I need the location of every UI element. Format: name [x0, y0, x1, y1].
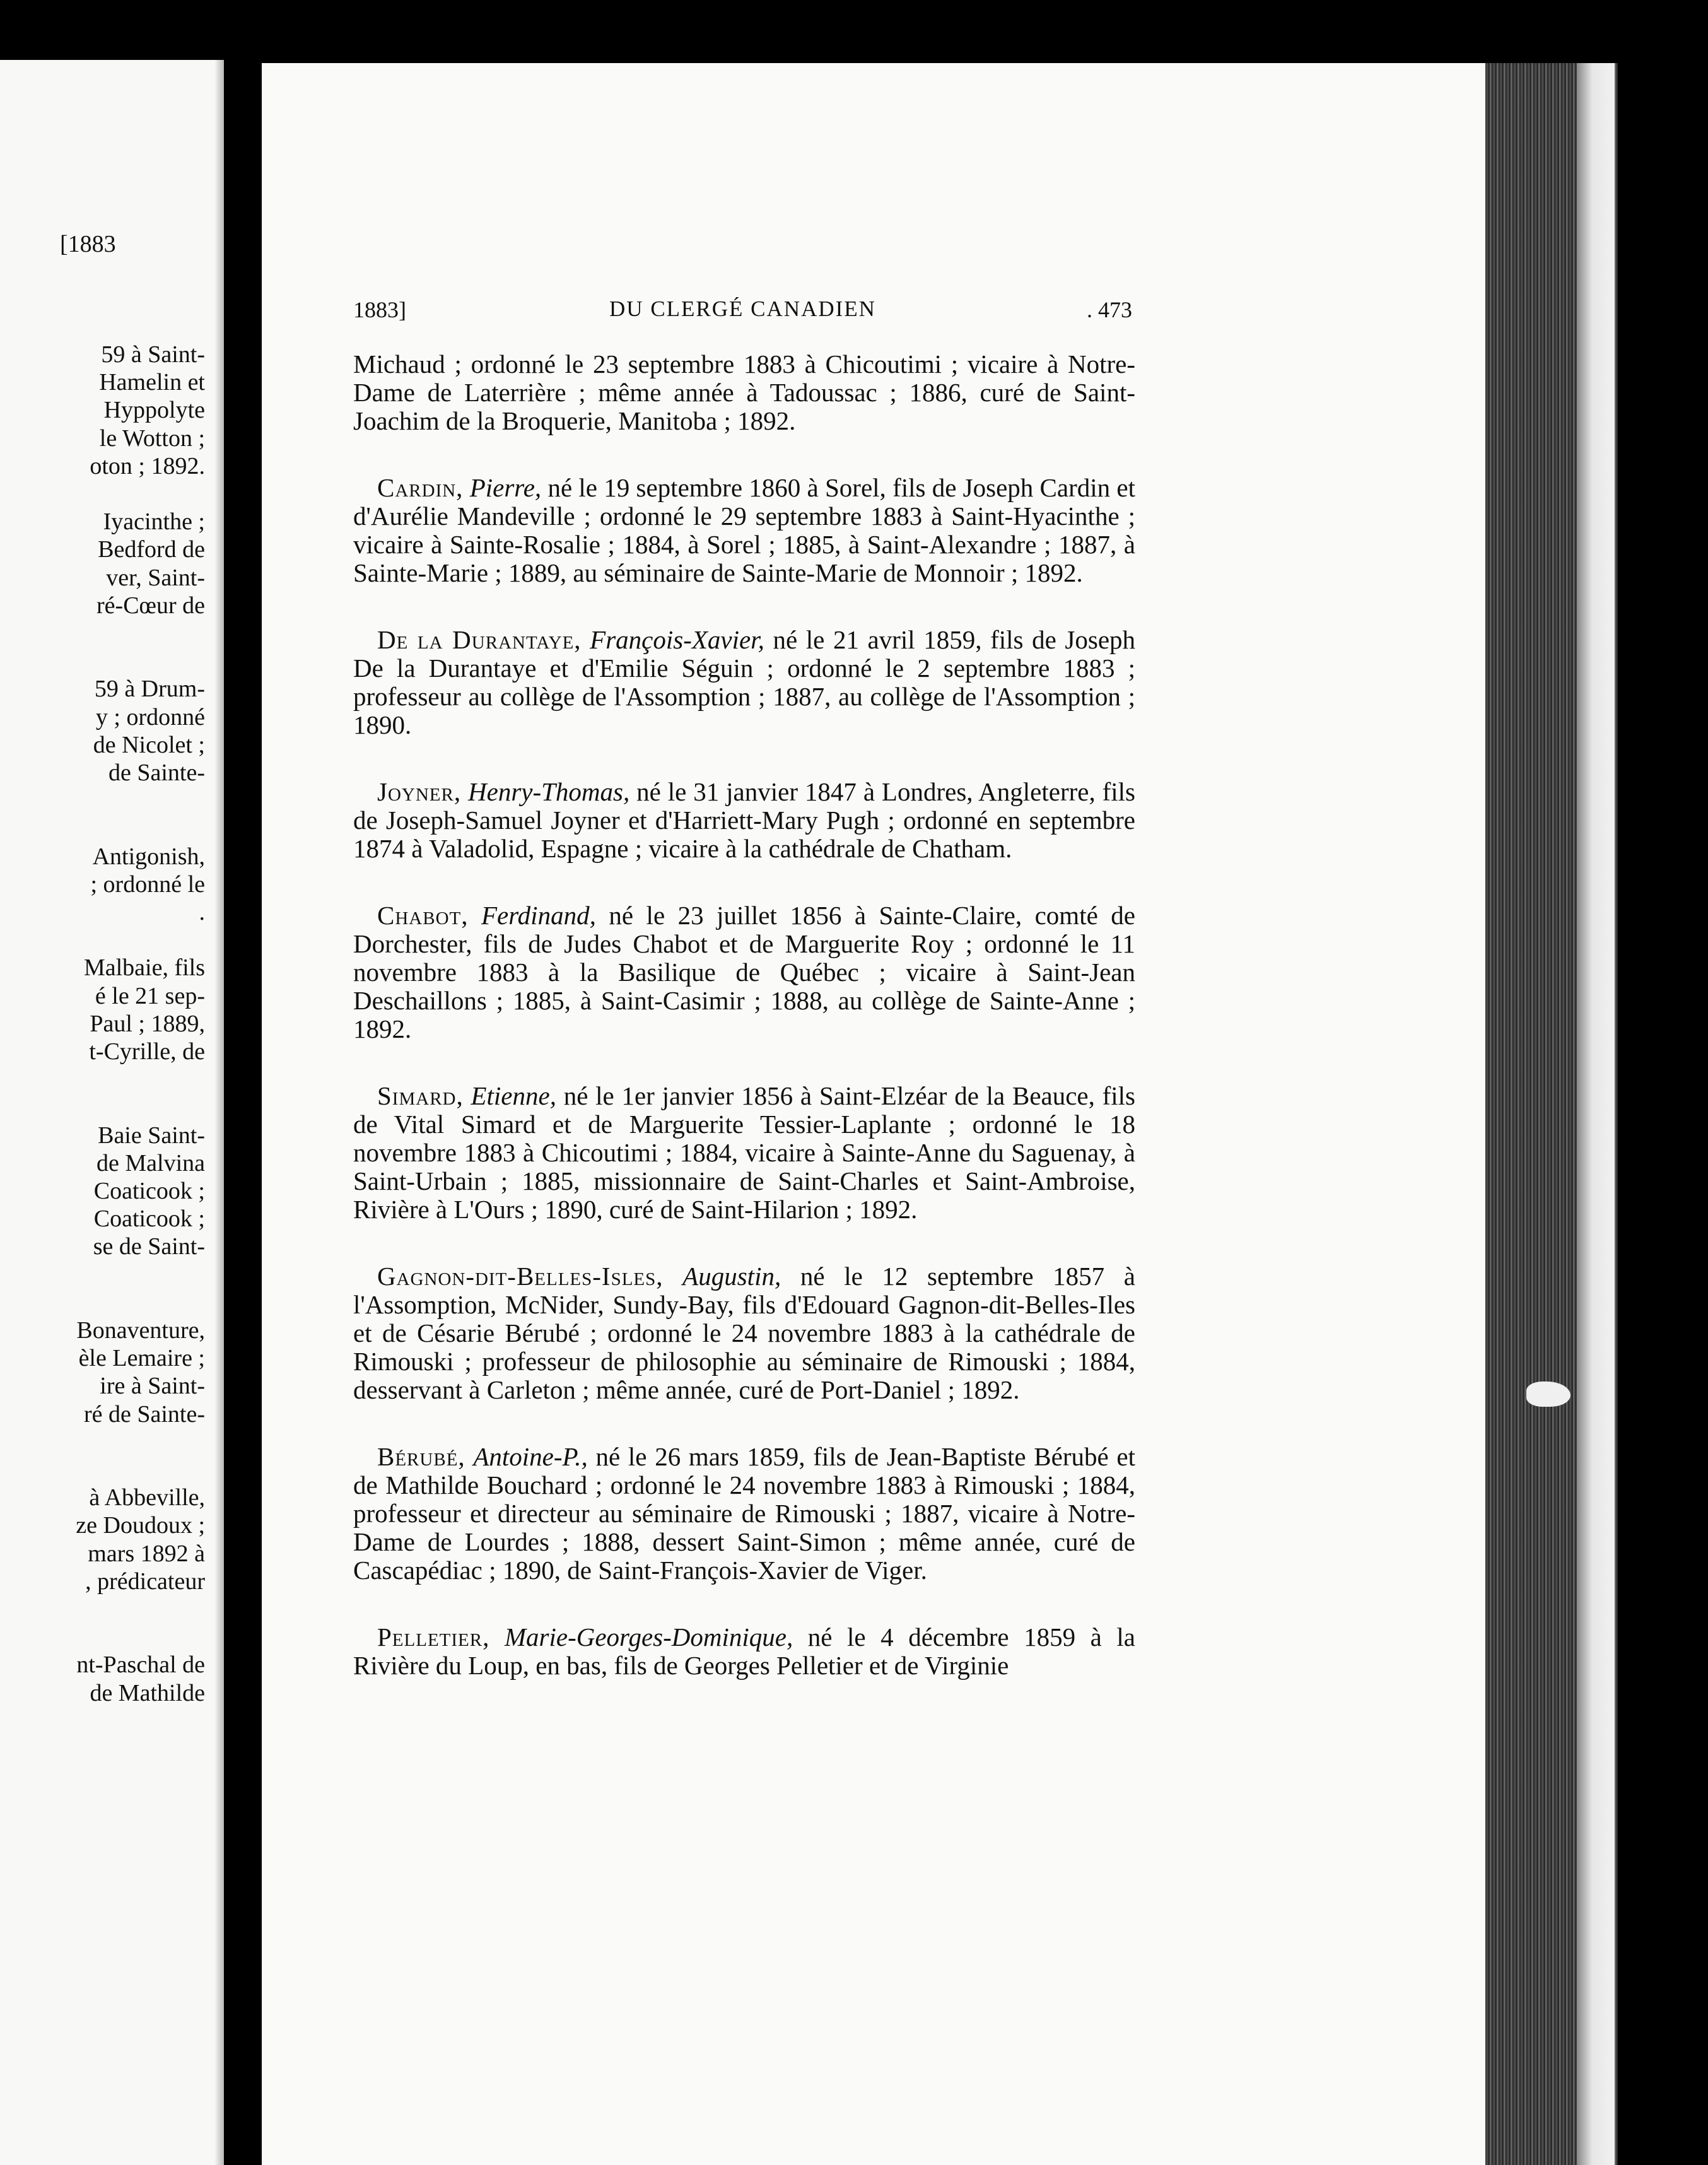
left-page-line: t-Cyrille, de [89, 1038, 205, 1065]
left-page-line: se de Saint- [93, 1233, 205, 1260]
entry-text: né le 4 décembre 1859 à la Rivière du Loup, en bas, fils de Georges Pelletier et de Virginie [353, 1622, 1135, 1680]
entry-given-name: Etienne, [471, 1081, 556, 1110]
entry-text: né le 31 janvier 1847 à Londres, Angleterre, fils de Joseph-Samuel Joyner et d'Harriett-Mary Pugh ; ordonné en septembre 1874 à Valadolid, Espagne ; vicaire à la cathédrale de Chatham. [353, 777, 1136, 863]
left-page-line: Baie Saint- [98, 1122, 205, 1149]
page-number: . 473 [1087, 297, 1132, 322]
left-page-line: le Wotton ; [99, 425, 205, 452]
page-gutter [214, 60, 227, 2165]
entry-text: né le 1er janvier 1856 à Saint-Elzéar de la Beauce, fils de Vital Simard et de Marguerite Tessier-Laplante ; ordonné le 18 novembre 1883 à Chicoutimi ; 1884, vicaire à Sainte-Anne du Saguenay, à Saint-Urbain ; 1885, missionnaire de Saint-Charles et Saint-Ambroise, Rivière à L'Ours ; 1890, curé de Saint-Hilarion ; 1892. [353, 1081, 1135, 1224]
entry-surname: Chabot, [377, 901, 469, 930]
running-header [353, 296, 1132, 328]
entry-given-name: François-Xavier, [590, 625, 764, 654]
left-page-line: mars 1892 à [88, 1540, 205, 1567]
entry-surname: Joyner, [377, 777, 462, 806]
left-page-line: Bonaventure, [76, 1317, 205, 1344]
entry-text: né le 12 septembre 1857 à l'Assomption, McNider, Sundy-Bay, fils d'Edouard Gagnon-dit-Belles-Iles et de Césarie Bérubé ; ordonné le 24 novembre 1883 à la cathédrale de Rimouski ; professeur de philosophie au séminaire de Rimouski ; 1884, desservant à Carleton ; même année, curé de Port-Daniel ; 1892. [353, 1262, 1136, 1404]
entry-de-la-durantaye [353, 626, 1135, 739]
left-page-line: ré de Sainte- [83, 1400, 205, 1428]
entry-surname: Bérubé, [377, 1442, 465, 1471]
entry-text: né le 19 septembre 1860 à Sorel, fils de Joseph Cardin et d'Aurélie Mandeville ; ordonné le 29 septembre 1883 à Saint-Hyacinthe ; vicaire à Sainte-Rosalie ; 1884, à Sorel ; 1885, à Saint-Alexandre ; 1887, à Sainte-Marie ; 1889, au séminaire de Sainte-Marie de Monnoir ; 1892. [353, 473, 1135, 587]
entry-surname: De la Durantaye, [377, 625, 582, 654]
left-page-line: Coaticook ; [93, 1178, 205, 1204]
left-page-line: Hyppolyte [103, 397, 205, 424]
entry-surname: Cardin, [377, 473, 464, 502]
left-page-line: ; ordonné le [90, 871, 205, 898]
left-page-line: y ; ordonné [95, 703, 205, 730]
entry-given-name: Marie-Georges-Dominique, [504, 1622, 793, 1652]
book-page-edge-highlight [1577, 63, 1615, 2165]
entry-given-name: Augustin, [682, 1262, 781, 1291]
left-page-line: Bedford de [98, 536, 205, 563]
paper-tear [1526, 1382, 1571, 1407]
left-page-line: de Mathilde [90, 1679, 205, 1706]
left-page-line: de Nicolet ; [93, 731, 205, 758]
left-page-line: é le 21 sep- [95, 982, 205, 1009]
entry-surname: Pelletier, [377, 1622, 490, 1652]
left-page-line: ver, Saint- [106, 564, 205, 591]
left-page-line: . [199, 899, 205, 925]
entry-text: Michaud ; ordonné le 23 septembre 1883 à Chicoutimi ; vicaire à Notre-Dame de Laterrière ; même année à Tadoussac ; 1886, curé de Saint-Joachim de la Broquerie, Manitoba ; 1892. [353, 349, 1135, 435]
entry-given-name: Ferdinand, [481, 901, 596, 930]
left-page-line: ré-Cœur de [97, 592, 205, 619]
entry-surname: Simard, [377, 1081, 464, 1110]
entry-text: né le 26 mars 1859, fils de Jean-Baptiste Bérubé et de Mathilde Bouchard ; ordonné le 24 novembre 1883 à Rimouski ; 1884, professeur et directeur au séminaire de Rimouski ; 1887, vicaire à Notre-Dame de Lourdes ; 1888, dessert Saint-Simon ; même année, curé de Cascapédiac ; 1890, de Saint-François-Xavier de Viger. [353, 1442, 1135, 1585]
entry-given-name: Pierre, [469, 473, 542, 502]
left-page-line: Coaticook ; [93, 1206, 205, 1233]
entry-given-name: Antoine-P., [473, 1442, 588, 1471]
left-page-line: 59 à Drum- [94, 676, 205, 703]
entry-given-name: Henry-Thomas, [468, 777, 630, 806]
entry-joyner [353, 778, 1135, 863]
left-page-line: nt-Paschal de [76, 1652, 205, 1679]
left-page-line: Iyacinthe ; [103, 508, 205, 536]
left-page-line: ze Doudoux ; [76, 1512, 205, 1539]
entry-simard [353, 1082, 1135, 1224]
left-page-line: de Sainte- [108, 760, 205, 786]
left-page-header: [1883 [60, 231, 116, 257]
left-page-line: 59 à Saint- [101, 341, 205, 368]
entry-berube [353, 1443, 1135, 1585]
page-body [353, 350, 1135, 1718]
left-page-line: à Abbeville, [89, 1484, 205, 1511]
entry-pelletier [353, 1623, 1135, 1680]
left-page-line: Antigonish, [92, 843, 205, 870]
left-page-line: Malbaie, fils [83, 954, 205, 982]
left-page-line: Hamelin et [99, 369, 205, 396]
header-year: 1883] [353, 297, 406, 322]
entry-text: né le 21 avril 1859, fils de Joseph De la Durantaye et d'Emilie Séguin ; ordonné le 2 septembre 1883 ; professeur au collège de l'Assomption ; 1887, au collège de l'Assomption ; 1890. [353, 625, 1136, 739]
header-title: DU CLERGÉ CANADIEN [609, 296, 876, 321]
left-page-line: de Malvina [96, 1149, 205, 1176]
entry-cardin [353, 474, 1135, 587]
entry-text: né le 23 juillet 1856 à Sainte-Claire, comté de Dorchester, fils de Judes Chabot et de Marguerite Roy ; ordonné le 11 novembre 1883 à la Basilique de Québec ; vicaire à Saint-Jean Deschaillons ; 1885, à Saint-Casimir ; 1888, au collège de Sainte-Anne ; 1892. [353, 901, 1136, 1043]
entry-continuation [353, 350, 1135, 435]
left-page-line: , prédicateur [85, 1568, 205, 1595]
entry-gagnon-dit-belles-isles [353, 1262, 1135, 1404]
left-page-line: ire à Saint- [100, 1373, 205, 1400]
left-page-line: Paul ; 1889, [90, 1010, 205, 1037]
entry-chabot [353, 901, 1135, 1043]
entry-surname: Gagnon-dit-Belles-Isles, [377, 1262, 664, 1291]
left-page-line: oton ; 1892. [90, 452, 205, 479]
left-page-line: èle Lemaire ; [78, 1345, 205, 1372]
